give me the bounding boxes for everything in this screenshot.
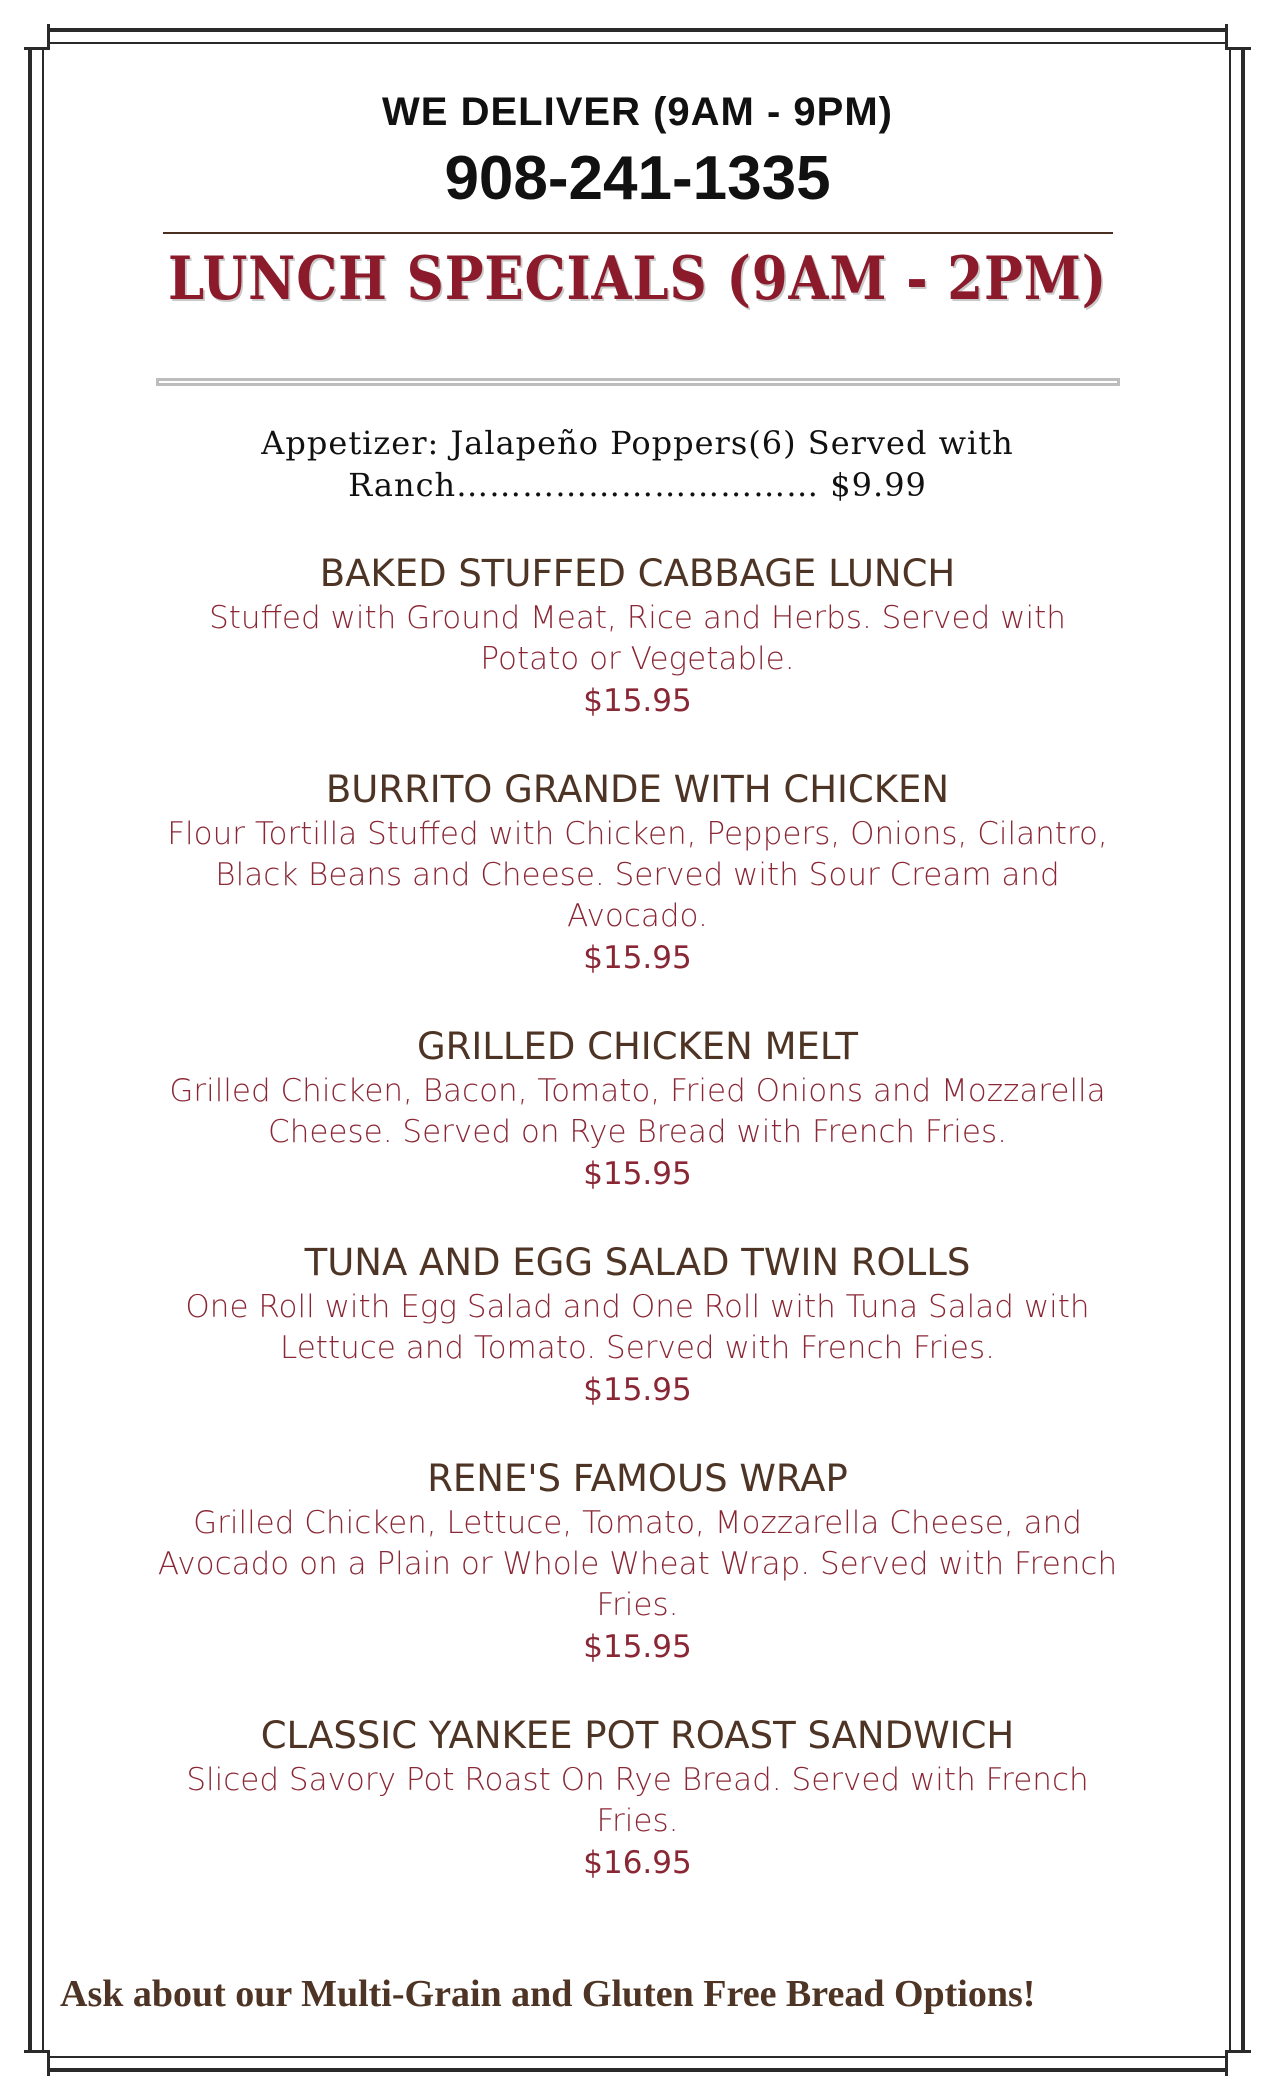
delivery-hours: WE DELIVER (9AM - 9PM)	[382, 90, 893, 134]
menu-item-description: Flour Tortilla Stuffed with Chicken, Peppers, Onions, Cilantro, Black Beans and Cheese. Served with Sour Cream and Avocado.	[167, 816, 1108, 934]
section-divider	[156, 378, 1120, 386]
menu-item-name: TUNA AND EGG SALAD TWIN ROLLS	[304, 1241, 971, 1284]
menu-item	[60, 550, 1215, 722]
menu-item-price: $15.95	[583, 683, 692, 719]
corner-notch-bottom-right	[1225, 2050, 1251, 2076]
appetizer-line: Appetizer: Jalapeño Poppers(6) Served with Ranch…………………………… $9.99	[261, 424, 1014, 504]
corner-notch-top-right	[1225, 24, 1251, 50]
menu-content	[60, 60, 1215, 1884]
menu-item-price: $15.95	[583, 1156, 692, 1192]
header-divider	[163, 232, 1113, 234]
menu-item-description: Stuffed with Ground Meat, Rice and Herbs. Served with Potato or Vegetable.	[209, 600, 1066, 677]
menu-item-name: RENE'S FAMOUS WRAP	[427, 1457, 848, 1500]
menu-item	[60, 766, 1215, 979]
bread-options-note: Ask about our Multi-Grain and Gluten Free Bread Options!	[60, 1973, 1036, 2015]
corner-notch-bottom-left	[24, 2050, 50, 2076]
menu-item-name: CLASSIC YANKEE POT ROAST SANDWICH	[260, 1714, 1015, 1757]
menu-item-name: BURRITO GRANDE WITH CHICKEN	[325, 768, 950, 811]
menu-item-price: $15.95	[583, 1629, 692, 1665]
menu-item-description: Grilled Chicken, Bacon, Tomato, Fried Onions and Mozzarella Cheese. Served on Rye Bread with French Fries.	[169, 1073, 1106, 1150]
menu-item-description: Sliced Savory Pot Roast On Rye Bread. Served with French Fries.	[186, 1762, 1089, 1839]
corner-notch-top-left	[24, 24, 50, 50]
menu-item	[60, 1712, 1215, 1884]
page-title: LUNCH SPECIALS (9AM - 2PM)	[168, 244, 1107, 314]
menu-item	[60, 1239, 1215, 1411]
menu-item	[60, 1455, 1215, 1668]
menu-item-name: BAKED STUFFED CABBAGE LUNCH	[319, 552, 956, 595]
menu-item-price: $16.95	[583, 1845, 692, 1881]
menu-item-description: One Roll with Egg Salad and One Roll with Tuna Salad with Lettuce and Tomato. Served with French Fries.	[185, 1289, 1090, 1366]
menu-item-price: $15.95	[583, 1372, 692, 1408]
menu-item	[60, 1023, 1215, 1195]
menu-item-description: Grilled Chicken, Lettuce, Tomato, Mozzarella Cheese, and Avocado on a Plain or Whole Wheat Wrap. Served with French Fries.	[157, 1505, 1118, 1623]
phone-number: 908-241-1335	[444, 144, 831, 213]
menu-item-name: GRILLED CHICKEN MELT	[416, 1025, 859, 1068]
menu-item-price: $15.95	[583, 940, 692, 976]
